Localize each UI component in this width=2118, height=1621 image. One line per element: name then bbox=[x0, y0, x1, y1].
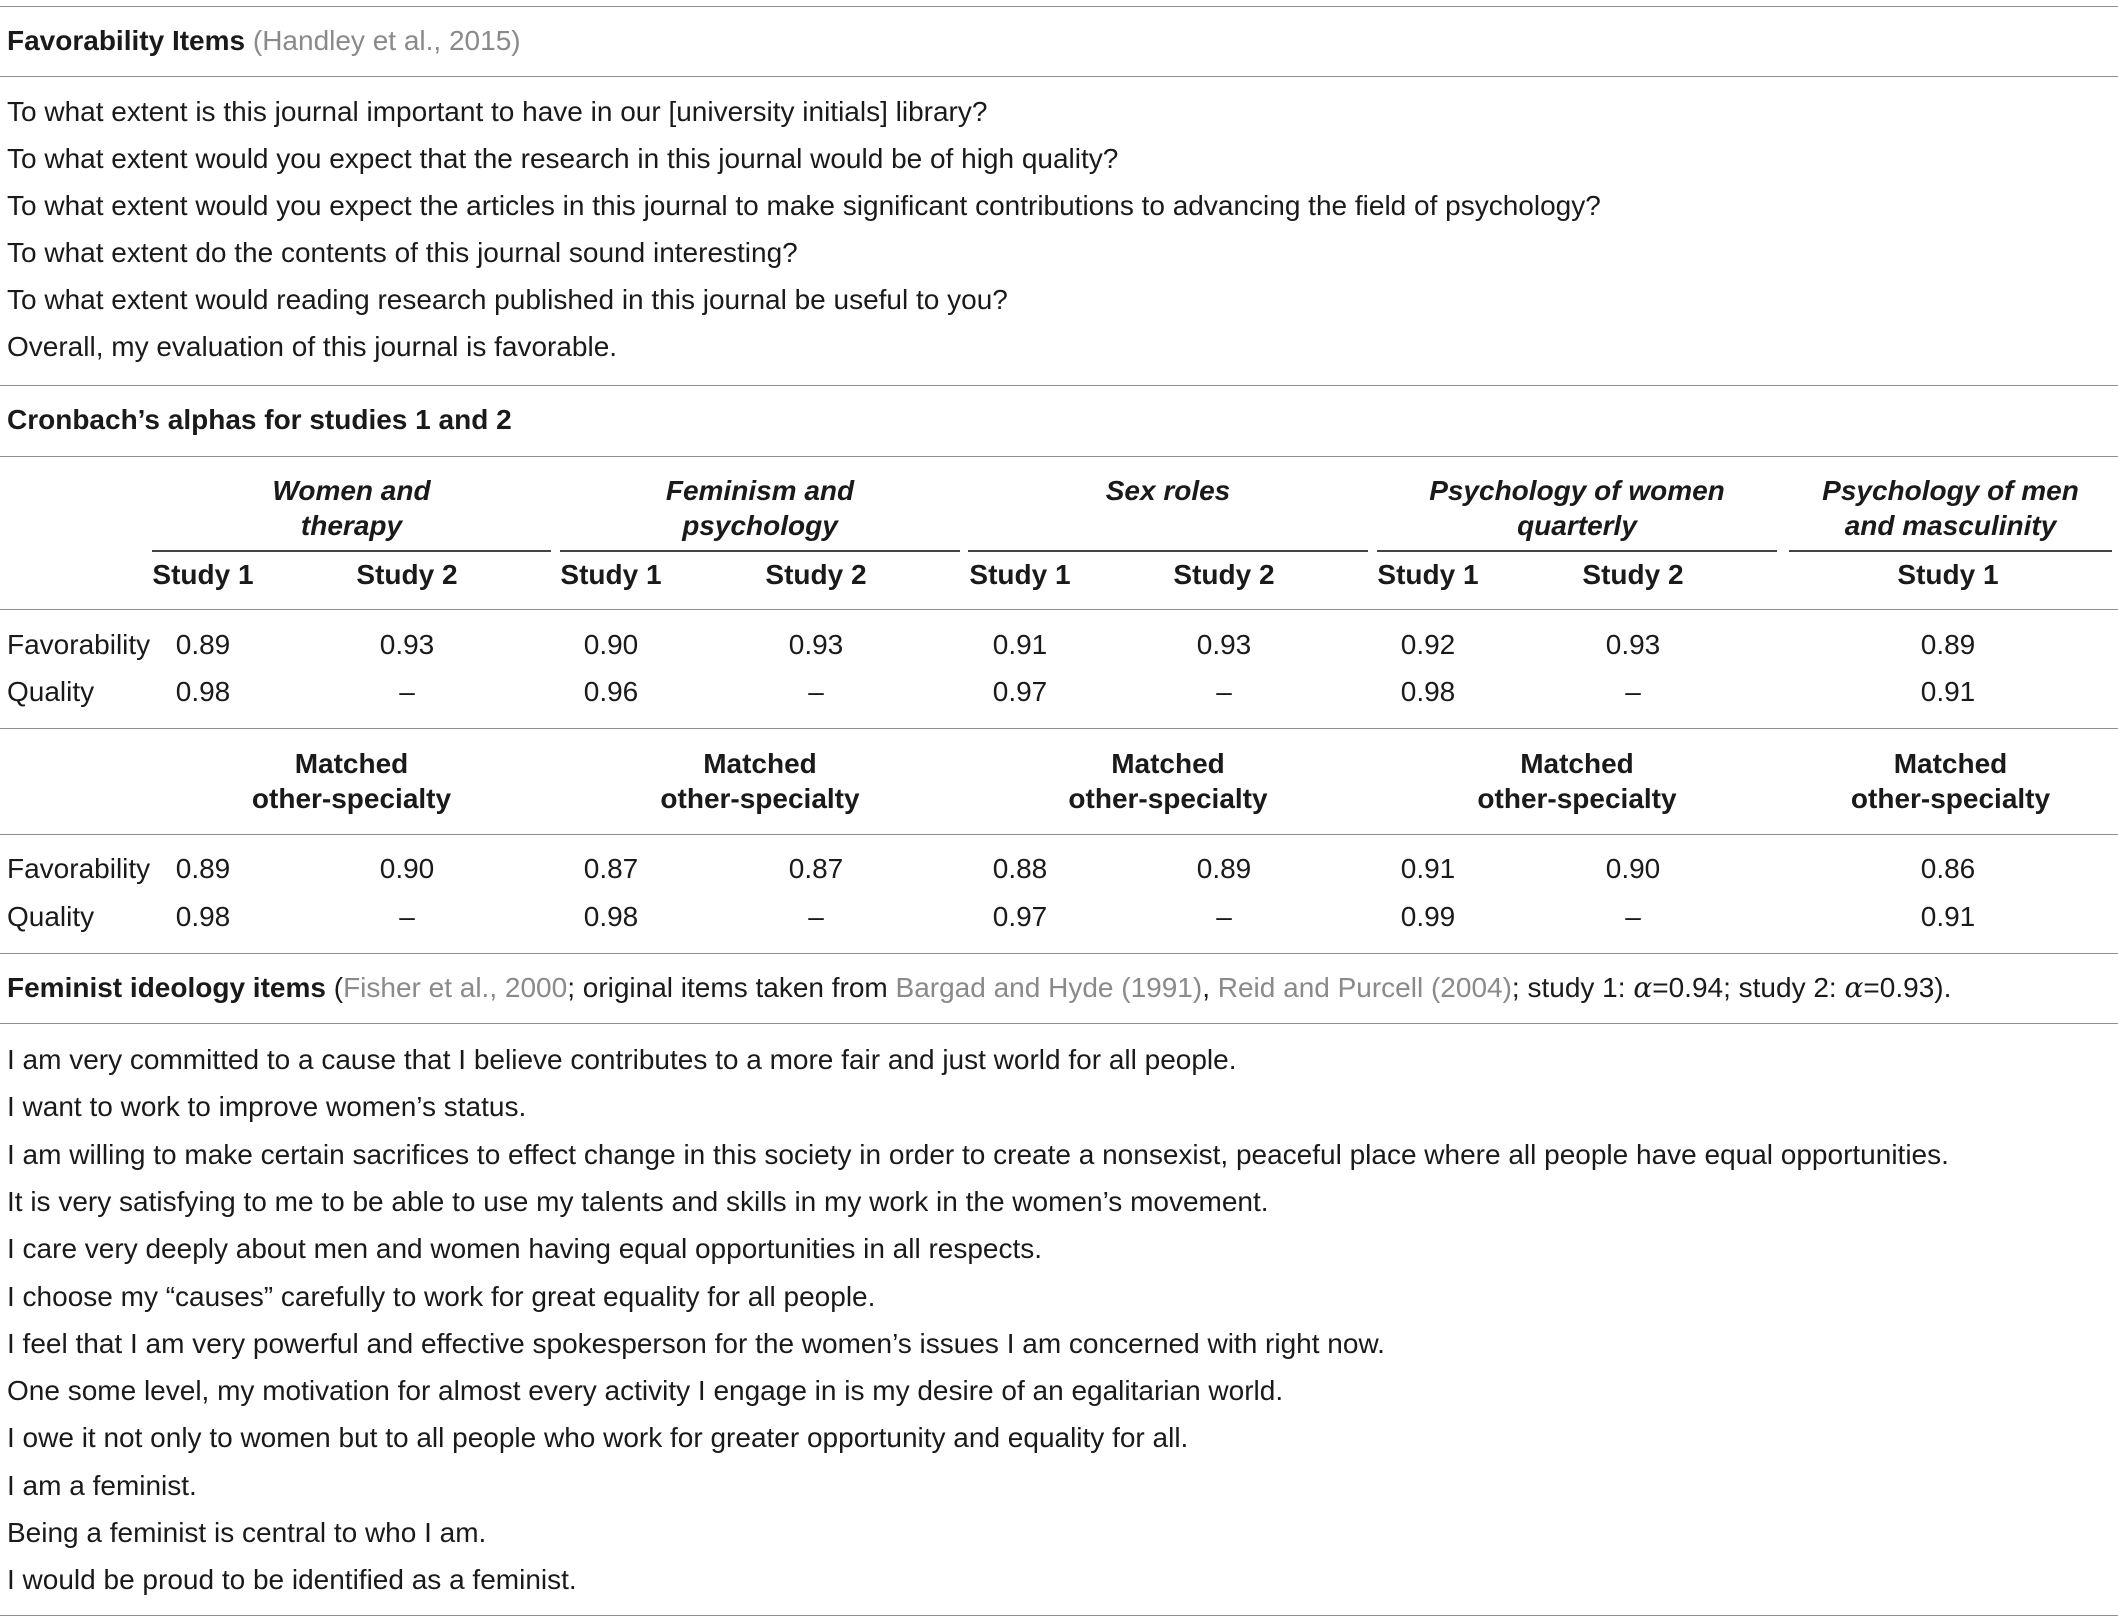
feminist-cite-sep3: ; study 1: bbox=[1511, 972, 1634, 1003]
value-cell: 0.96 bbox=[583, 676, 639, 707]
feminist-heading bbox=[7, 971, 1951, 1005]
value-cell: 0.93 bbox=[788, 629, 844, 660]
matched-header-line1: Matched bbox=[294, 748, 409, 779]
value-cell: 0.89 bbox=[175, 629, 231, 660]
journal-header-line2: therapy bbox=[300, 510, 403, 541]
study-label: Study 1 bbox=[560, 559, 662, 590]
matched-header bbox=[152, 746, 551, 816]
feminist-cite-sep2: , bbox=[1202, 972, 1218, 1003]
alphas-title: Cronbach’s alphas for studies 1 and 2 bbox=[7, 404, 512, 435]
value-cell: 0.91 bbox=[992, 629, 1048, 660]
feminist-citation-bargad[interactable]: Bargad and Hyde (1991) bbox=[895, 972, 1203, 1003]
value-cell: 0.91 bbox=[1400, 853, 1456, 884]
value-cell: – bbox=[1216, 901, 1232, 932]
favorability-citation: (Handley et al., 2015) bbox=[252, 25, 521, 56]
feminist-item: One some level, my motivation for almost every activity I engage in is my desire of an egalitarian world. bbox=[7, 1375, 1284, 1407]
study-label: Study 1 bbox=[152, 559, 254, 590]
journal-header-line2: and masculinity bbox=[1844, 510, 2057, 541]
value-cell: – bbox=[399, 676, 415, 707]
rule-after-feminist-title bbox=[0, 1023, 2118, 1024]
value-cell: 0.90 bbox=[379, 853, 435, 884]
matched-header-line1: Matched bbox=[1520, 748, 1634, 779]
journal-header-underline bbox=[560, 550, 960, 552]
row-label: Quality bbox=[7, 676, 95, 707]
rule-after-matched-header bbox=[0, 834, 2118, 835]
matched-header bbox=[1789, 746, 2112, 816]
rule-after-favorability-title bbox=[0, 76, 2118, 77]
journal-header bbox=[560, 473, 960, 543]
feminist-item: I choose my “causes” carefully to work for great equality for all people. bbox=[7, 1280, 876, 1312]
value-cell: 0.97 bbox=[992, 901, 1048, 932]
value-cell: 0.87 bbox=[583, 853, 639, 884]
value-cell: 0.98 bbox=[175, 901, 231, 932]
journal-header-underline bbox=[968, 550, 1368, 552]
matched-header-line1: Matched bbox=[703, 748, 817, 779]
feminist-item: It is very satisfying to me to be able to use my talents and skills in my work in the women’s movement. bbox=[7, 1185, 1269, 1217]
favorability-item: Overall, my evaluation of this journal is favorable. bbox=[7, 331, 618, 362]
feminist-cite-sep1: ; original items taken from bbox=[567, 972, 896, 1003]
study-label: Study 1 bbox=[969, 559, 1071, 590]
feminist-item: I want to work to improve women’s status. bbox=[7, 1091, 527, 1123]
value-cell: 0.98 bbox=[583, 901, 639, 932]
value-cell: 0.89 bbox=[175, 853, 231, 884]
feminist-item: I care very deeply about men and women having equal opportunities in all respects. bbox=[7, 1233, 1043, 1265]
journal-header-line1: Psychology of men bbox=[1822, 475, 2079, 506]
value-cell: 0.91 bbox=[1920, 676, 1976, 707]
value-cell: – bbox=[1625, 676, 1641, 707]
row-label: Favorability bbox=[7, 629, 151, 660]
row-label: Favorability bbox=[7, 853, 151, 884]
rule-after-study-header bbox=[0, 609, 2118, 610]
value-cell: – bbox=[1216, 676, 1232, 707]
rule-before-feminist-title bbox=[0, 953, 2118, 954]
value-cell: 0.90 bbox=[583, 629, 639, 660]
feminist-item: I am willing to make certain sacrifices to effect change in this society in order to create a nonsexist, peaceful place where all people have equal opportunities. bbox=[7, 1138, 1949, 1170]
study-label: Study 1 bbox=[1377, 559, 1479, 590]
matched-header bbox=[1377, 746, 1777, 816]
journal-header-line2: psychology bbox=[682, 510, 838, 541]
feminist-item: I am a feminist. bbox=[7, 1469, 197, 1501]
journal-header bbox=[1789, 473, 2112, 543]
feminist-citation-fisher[interactable]: Fisher et al., 2000 bbox=[343, 972, 568, 1003]
journal-header-underline bbox=[1377, 550, 1777, 552]
value-cell: 0.92 bbox=[1400, 629, 1456, 660]
value-cell: 0.87 bbox=[788, 853, 844, 884]
favorability-item: To what extent would you expect that the research in this journal would be of high quality? bbox=[7, 143, 1119, 174]
journal-header-underline bbox=[152, 550, 551, 552]
value-cell: – bbox=[1625, 901, 1641, 932]
value-cell: 0.86 bbox=[1920, 853, 1976, 884]
value-cell: 0.91 bbox=[1920, 901, 1976, 932]
favorability-item: To what extent would you expect the articles in this journal to make significant contributions to advancing the field of psychology? bbox=[7, 190, 1601, 221]
value-cell: 0.90 bbox=[1605, 853, 1661, 884]
value-cell: 0.93 bbox=[1605, 629, 1661, 660]
value-cell: 0.99 bbox=[1400, 901, 1456, 932]
top-rule bbox=[0, 6, 2118, 7]
feminist-item: I feel that I am very powerful and effective spokesperson for the women’s issues I am concerned with right now. bbox=[7, 1327, 1385, 1359]
journal-header bbox=[152, 473, 551, 543]
value-cell: – bbox=[808, 676, 824, 707]
journal-header bbox=[968, 473, 1368, 508]
favorability-title: Favorability Items bbox=[7, 25, 246, 56]
matched-header-line2: other-specialty bbox=[251, 783, 452, 814]
journal-header-line1: Psychology of women bbox=[1429, 475, 1725, 506]
feminist-item: Being a feminist is central to who I am. bbox=[7, 1517, 487, 1548]
value-cell: – bbox=[399, 901, 415, 932]
feminist-citation-reid[interactable]: Reid and Purcell (2004) bbox=[1217, 972, 1512, 1003]
matched-header-line1: Matched bbox=[1893, 748, 2008, 779]
alpha-symbol-2: α bbox=[1844, 971, 1864, 1004]
study-label: Study 1 bbox=[1897, 559, 1999, 590]
value-cell: 0.98 bbox=[175, 676, 231, 707]
favorability-item: To what extent is this journal important to have in our [university initials] library? bbox=[7, 96, 988, 127]
value-cell: 0.98 bbox=[1400, 676, 1456, 707]
matched-header-line2: other-specialty bbox=[1068, 783, 1268, 814]
rule-after-block-a bbox=[0, 728, 2118, 729]
favorability-item: To what extent do the contents of this journal sound interesting? bbox=[7, 237, 798, 268]
journal-header-line1: Feminism and bbox=[665, 475, 855, 506]
feminist-alpha-study1: =0.94; study 2: bbox=[1652, 972, 1845, 1003]
feminist-title: Feminist ideology items bbox=[7, 972, 326, 1003]
matched-header-line2: other-specialty bbox=[1850, 783, 2051, 814]
value-cell: 0.89 bbox=[1196, 853, 1252, 884]
feminist-item: I owe it not only to women but to all people who work for greater opportunity and equality for all. bbox=[7, 1422, 1189, 1454]
row-label: Quality bbox=[7, 901, 95, 932]
rule-before-alphas-title bbox=[0, 385, 2118, 386]
study-label: Study 2 bbox=[1582, 559, 1684, 590]
matched-header-line2: other-specialty bbox=[660, 783, 860, 814]
matched-header bbox=[560, 746, 960, 816]
feminist-cite-open: ( bbox=[333, 972, 344, 1003]
value-cell: 0.89 bbox=[1920, 629, 1976, 660]
journal-header-line2: quarterly bbox=[1517, 510, 1637, 541]
alpha-symbol-1: α bbox=[1633, 971, 1653, 1004]
favorability-heading bbox=[7, 24, 521, 58]
study-label: Study 2 bbox=[765, 559, 867, 590]
journal-header bbox=[1377, 473, 1777, 543]
journal-header-underline bbox=[1789, 550, 2112, 552]
matched-header-line2: other-specialty bbox=[1477, 783, 1677, 814]
feminist-item: I am very committed to a cause that I believe contributes to a more fair and just world for all people. bbox=[7, 1044, 1237, 1075]
value-cell: 0.93 bbox=[379, 629, 435, 660]
feminist-alpha-study2: =0.93). bbox=[1863, 972, 1952, 1003]
value-cell: 0.88 bbox=[992, 853, 1048, 884]
value-cell: 0.93 bbox=[1196, 629, 1252, 660]
favorability-item: To what extent would reading research published in this journal be useful to you? bbox=[7, 284, 1008, 315]
value-cell: – bbox=[808, 901, 824, 932]
rule-after-alphas-title bbox=[0, 456, 2118, 457]
journal-header-line1: Sex roles bbox=[1105, 475, 1231, 506]
bottom-rule bbox=[0, 1615, 2118, 1616]
matched-header bbox=[968, 746, 1368, 816]
matched-header-line1: Matched bbox=[1111, 748, 1225, 779]
study-label: Study 2 bbox=[1173, 559, 1275, 590]
value-cell: 0.97 bbox=[992, 676, 1048, 707]
journal-header-line1: Women and bbox=[272, 475, 431, 506]
feminist-item: I would be proud to be identified as a feminist. bbox=[7, 1564, 577, 1596]
study-label: Study 2 bbox=[356, 559, 458, 590]
